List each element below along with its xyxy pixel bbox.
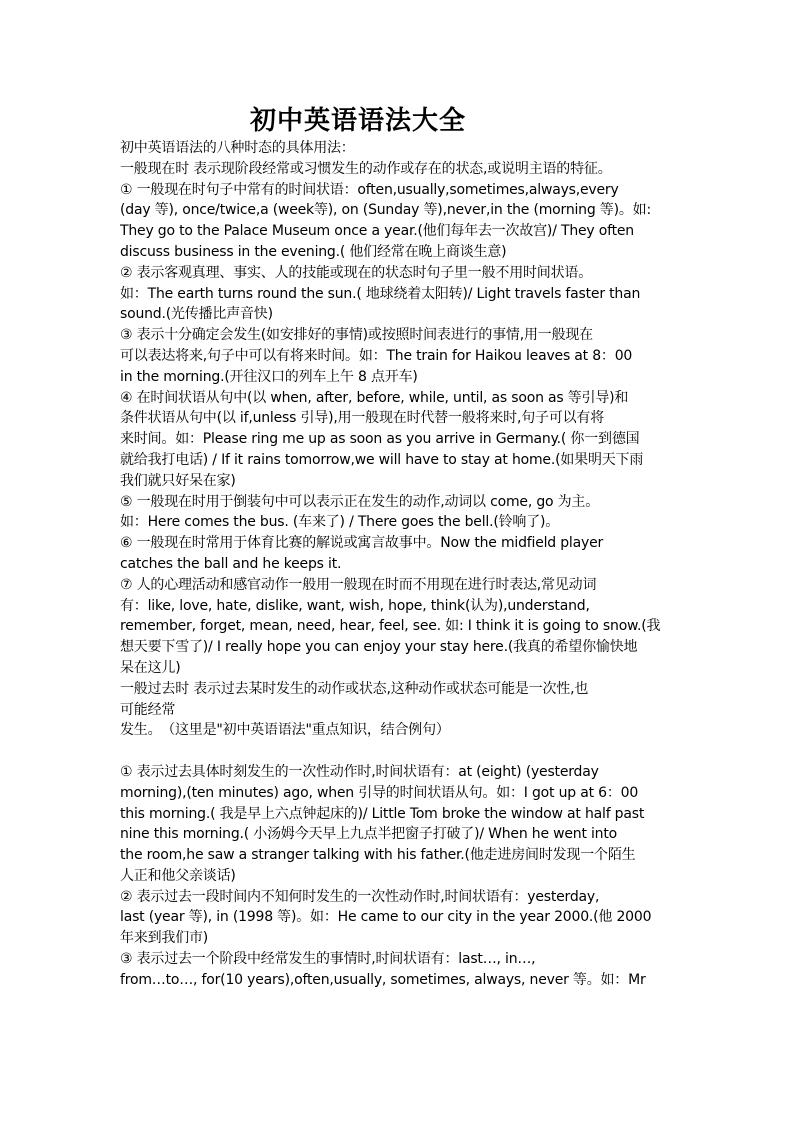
text-line: ⑤ 一般现在时用于倒装句中可以表示正在发生的动作,动词以 come, go 为主。 (120, 493, 600, 510)
text-line: 来时间。如：Please ring me up as soon as you arrive in Germany.( 你一到德国 (120, 431, 640, 448)
text-line: this morning.( 我是早上六点钟起床的)/ Little Tom broke the window at half past (120, 805, 645, 822)
text-line: catches the ball and he keeps it. (120, 555, 342, 572)
text-line: ③ 表示十分确定会发生(如安排好的事情)或按照时间表进行的事情,用一般现在 (120, 327, 593, 344)
text-line: 如：Here comes the bus. (车来了) / There goes the bell.(铃响了)。 (120, 514, 560, 531)
text-line: 可以表达将来,句子中可以有将来时间。如：The train for Haikou leaves at 8：00 (120, 347, 633, 364)
text-line: sound.(光传播比声音快) (120, 306, 273, 323)
text-line: nine this morning.( 小汤姆今天早上九点半把窗子打破了)/ When he went into (120, 826, 618, 843)
text-line: ① 一般现在时句子中常有的时间状语：often,usually,sometimes,always,every (120, 181, 619, 198)
text-line: the room,he saw a stranger talking with his father.(他走进房间时发现一个陌生 (120, 847, 636, 864)
text-line: 想天要下雪了)/ I really hope you can enjoy your stay here.(我真的希望你愉快地 (120, 639, 638, 656)
text-line: remember, forget, mean, need, hear, feel, see. 如: I think it is going to snow.(我 (120, 618, 661, 635)
text-line: ② 表示客观真理、事实、人的技能或现在的状态时句子里一般不用时间状语。 (120, 264, 592, 281)
text-line: ⑥ 一般现在时常用于体育比赛的解说或寓言故事中。Now the midfield player (120, 535, 604, 552)
text-line: ③ 表示过去一个阶段中经常发生的事情时,时间状语有：last…, in…, (120, 951, 536, 968)
text-line: They go to the Palace Museum once a year.(他们每年去一次故宫)/ They often (120, 223, 634, 240)
text-line: ① 表示过去具体时刻发生的一次性动作时,时间状语有：at (eight) (yesterday (120, 763, 599, 780)
text-line: last (year 等), in (1998 等)。如：He came to our city in the year 2000.(他 2000 (120, 909, 652, 926)
text-line: 发生。 （这里是"初中英语语法"重点知识，结合例句） (120, 722, 450, 739)
text-line: ④ 在时间状语从句中(以 when, after, before, while, until, as soon as 等引导)和 (120, 389, 629, 406)
text-line: 条件状语从句中(以 if,unless 引导),用一般现在时代替一般将来时,句子可以有将 (120, 410, 605, 427)
text-line: 年来到我们市) (120, 930, 209, 947)
text-line: (day 等), once/twice,a (week等), on (Sunday 等),never,in the (morning 等)。如: (120, 202, 651, 219)
text-line: 如：The earth turns round the sun.( 地球绕着太阳转)/ Light travels faster than (120, 285, 641, 302)
text-line: ⑦ 人的心理活动和感官动作一般用一般现在时而不用现在进行时表达,常见动词 (120, 576, 597, 593)
text-line: ② 表示过去一段时间内不知何时发生的一次性动作时,时间状语有：yesterday, (120, 888, 600, 905)
blank-line (120, 741, 680, 762)
document-title: 初中英语语法大全 (250, 106, 467, 136)
text-line: 有：like, love, hate, dislike, want, wish, hope, think(认为),understand, (120, 597, 590, 614)
text-line: discuss business in the evening.( 他们经常在晚上商谈生意) (120, 243, 507, 260)
text-line: 初中英语语法的八种时态的具体用法： (120, 140, 355, 156)
text-line: in the morning.(开往汉口的列车上午 8 点开车) (120, 368, 418, 385)
text-line: morning),(ten minutes) ago, when 引导的时间状语从句。如：I got up at 6：00 (120, 784, 639, 801)
text-line: 可能经常 (120, 701, 176, 718)
text-line: 就给我打电话) / If it rains tomorrow,we will have to stay at home.(如果明天下雨 (120, 451, 644, 468)
text-line: 呆在这儿) (120, 659, 181, 676)
document-body (120, 138, 680, 991)
text-line: from…to…, for(10 years),often,usually, sometimes, always, never 等。如：Mr (120, 971, 646, 988)
text-line: 一般现在时 表示现阶段经常或习惯发生的动作或存在的状态,或说明主语的特征。 (120, 160, 612, 177)
text-line: 人正和他父亲谈话) (120, 867, 236, 884)
text-line: 一般过去时 表示过去某时发生的动作或状态,这种动作或状态可能是一次性,也 (120, 680, 589, 697)
text-line: 我们就只好呆在家) (120, 472, 236, 489)
